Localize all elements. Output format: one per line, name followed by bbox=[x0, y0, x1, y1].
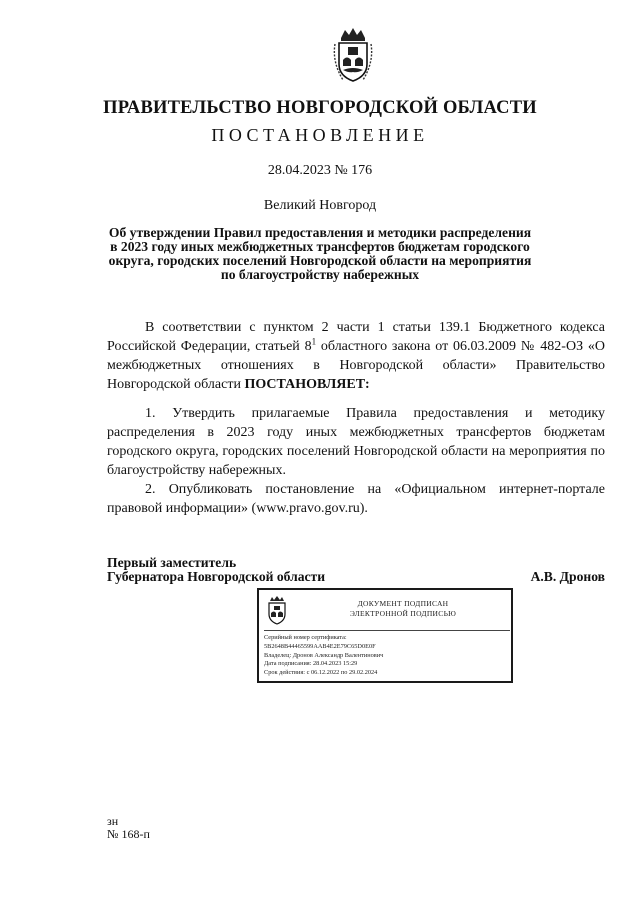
stamp-divider bbox=[264, 630, 510, 631]
signing-date: Дата подписания: 28.04.2023 15:29 bbox=[264, 660, 358, 668]
stamp-title bbox=[295, 599, 511, 619]
clause-2-paragraph bbox=[107, 480, 605, 518]
subject-line: в 2023 году иных межбюджетных трансфертов бюджетам городского bbox=[110, 239, 530, 254]
signer-position bbox=[107, 556, 325, 584]
subject-line: Об утверждении Правил предоставления и методики распределения bbox=[108, 225, 532, 240]
article-superscript: 1 bbox=[311, 336, 317, 347]
certificate-label: Серийный номер сертификата: bbox=[264, 634, 347, 641]
stamp-details bbox=[264, 634, 510, 678]
coat-of-arms-icon bbox=[331, 26, 375, 84]
signer-position-line: Губернатора Новгородской области bbox=[107, 569, 326, 584]
certificate-number: 5B2648B44465599AAB4E2E79C65D0E0F bbox=[264, 642, 376, 650]
coat-of-arms-icon bbox=[265, 595, 289, 625]
clause-2-text: 2. Опубликовать постановление на «Официальном интернет-портале правовой информации» (www.pravo.gov.ru). bbox=[107, 482, 605, 516]
document-date-number: 28.04.2023 № 176 bbox=[267, 163, 373, 178]
signer-name: А.В. Дронов bbox=[530, 569, 605, 584]
document-city: Великий Новгород bbox=[263, 198, 377, 213]
stamp-title-line: ЭЛЕКТРОННОЙ ПОДПИСЬЮ bbox=[349, 609, 457, 618]
document-subject bbox=[100, 226, 540, 282]
executor-initials: зн bbox=[107, 814, 119, 828]
subject-line: по благоустройству набережных bbox=[220, 267, 420, 282]
stamp-title-line: ДОКУМЕНТ ПОДПИСАН bbox=[357, 599, 449, 608]
footer-notes bbox=[107, 815, 150, 841]
certificate-validity: Срок действия: с 06.12.2022 по 29.02.2024 bbox=[264, 669, 378, 677]
clause-1-paragraph bbox=[107, 404, 605, 480]
subject-line: округа, городских поселений Новгородской области на мероприятия bbox=[108, 253, 532, 268]
clause-1-text: 1. Утвердить прилагаемые Правила предоставления и методику распределения в 2023 году иных межбюджетных трансфертов бюджетам городского округа, городских поселений Новгородской области на мероприятия по благоустройству набережных. bbox=[107, 406, 605, 478]
government-title: ПРАВИТЕЛЬСТВО НОВГОРОДСКОЙ ОБЛАСТИ bbox=[103, 98, 537, 118]
internal-number: № 168-п bbox=[107, 827, 150, 841]
certificate-owner: Владелец: Дронов Александр Валентинович bbox=[264, 651, 384, 659]
signer-position-line: Первый заместитель bbox=[107, 555, 237, 570]
preamble-paragraph bbox=[107, 318, 605, 394]
document-type: ПОСТАНОВЛЕНИЕ bbox=[211, 125, 429, 145]
resolves-keyword: ПОСТАНОВЛЯЕТ: bbox=[244, 377, 370, 392]
preamble-text-cont: областного закона от 06.03.2009 № 482-ОЗ «О межбюджетных отношениях в Новгородской области» Правительство Новгородской области bbox=[107, 339, 605, 392]
electronic-signature-stamp bbox=[257, 588, 513, 683]
preamble-text: В соответствии с пунктом 2 части 1 статьи 139.1 Бюджетного кодекса Российской Федерации, статьей 8 bbox=[107, 320, 605, 354]
